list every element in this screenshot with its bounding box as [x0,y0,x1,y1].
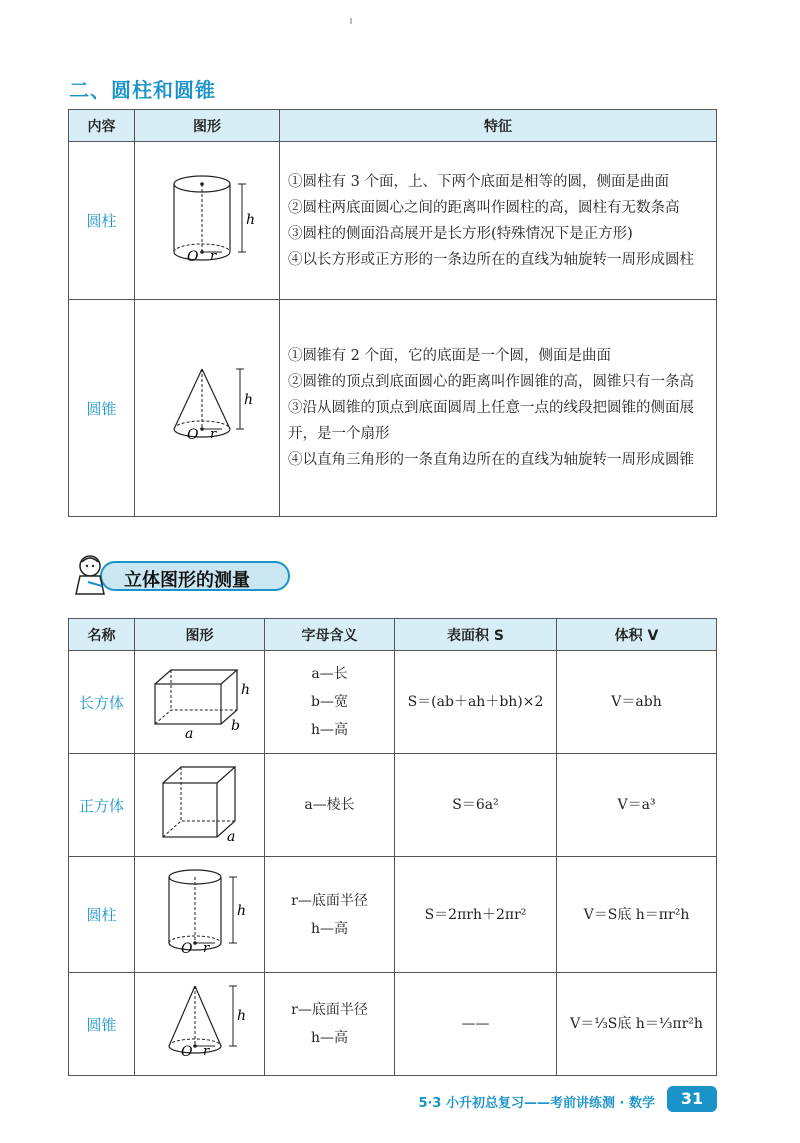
measurement-table [68,618,717,1076]
cylinder-figure [135,142,280,300]
cone-icon [152,361,262,451]
section-title: 二、圆柱和圆锥 [69,78,216,102]
row-name: 圆锥 [69,300,135,517]
header-volume: 体积 V [557,619,717,651]
letter-line: a—长 [311,666,348,682]
letter-line: b—宽 [311,694,348,710]
row-name: 长方体 [69,651,135,754]
badge-pill [100,561,290,591]
header-area: 表面积 S [395,619,557,651]
feature-line: ④以长方形或正方形的一条边所在的直线为轴旋转一周形成圆柱 [288,251,694,268]
feature-line: ②圆柱两底面圆心之间的距离叫作圆柱的高，圆柱有无数条高 [288,199,680,216]
cylinder-icon [152,164,262,274]
label-o: O [180,1044,192,1060]
label-o: O [187,427,199,443]
volume-cell: V＝abh [557,651,717,754]
table-row [69,651,717,754]
label-a: a [226,829,235,845]
letter-line: h—高 [310,1030,349,1046]
features-cell [280,300,717,517]
label-r: r [202,940,209,956]
cube-figure [135,754,265,857]
header-name: 名称 [69,619,135,651]
feature-line: ②圆锥的顶点到底面圆心的距离叫作圆锥的高，圆锥只有一条高 [288,374,694,390]
cuboid-figure [135,651,265,754]
table-header-row [69,619,717,651]
header-letters: 字母含义 [265,619,395,651]
letter-line: r—底面半径 [291,892,368,909]
row-name: 圆柱 [69,857,135,973]
page-footer [418,1086,725,1114]
cylinder-icon [145,863,255,963]
letter-line: r—底面半径 [291,1002,368,1018]
letters-cell [265,857,395,973]
row-name: 圆锥 [69,973,135,1076]
cube-icon [145,761,255,845]
table-row [69,973,717,1076]
table-row [69,857,717,973]
cone-figure [135,300,280,517]
page-mark [350,18,352,24]
label-h: h [246,211,256,228]
feature-line: ①圆柱有 3 个面，上、下两个底面是相等的圆，侧面是曲面 [288,173,669,190]
table-header-row [69,110,717,142]
area-cell: S＝(ab＋ah＋bh)×2 [395,651,557,754]
label-r: r [210,427,217,442]
feature-line: ③圆柱的侧面沿高展开是长方形(特殊情况下是正方形) [288,225,633,242]
feature-line: ③沿从圆锥的顶点到底面圆周上任意一点的线段把圆锥的侧面展开，是一个扇形 [288,400,694,442]
letter-line: h—高 [310,920,349,937]
cylinder-figure [135,857,265,973]
area-cell: S＝6a² [395,754,557,857]
row-name: 正方体 [69,754,135,857]
cone-figure [135,973,265,1076]
label-r: r [202,1044,209,1059]
table-row [69,142,717,300]
footer-text: 5·3 小升初总复习——考前讲练测 · 数学 [418,1096,655,1111]
label-b: b [230,718,240,734]
table-row [69,754,717,857]
letters-cell [265,754,395,857]
features-cell [280,142,717,300]
cylinder-cone-table [68,109,717,517]
volume-cell: V＝⅓S底 h＝⅓πr²h [557,973,717,1076]
header-figure: 图形 [135,619,265,651]
label-o: O [187,248,199,265]
feature-line: ④以直角三角形的一条直角边所在的直线为轴旋转一周形成圆锥 [288,452,694,468]
letter-line: h—高 [310,722,349,738]
badge-title: 立体图形的测量 [124,570,250,591]
table-row [69,300,717,517]
label-h: h [236,902,246,919]
area-cell: —— [395,973,557,1076]
label-h: h [240,682,250,698]
section-badge [68,552,288,598]
feature-line: ①圆锥有 2 个面，它的底面是一个圆，侧面是曲面 [288,348,611,364]
row-name: 圆柱 [69,142,135,300]
label-r: r [210,248,217,264]
volume-cell: V＝S底 h＝πr²h [557,857,717,973]
label-o: O [180,940,192,957]
label-h: h [244,392,254,408]
area-cell: S＝2πrh＋2πr² [395,857,557,973]
header-content: 内容 [69,110,135,142]
header-features: 特征 [280,110,717,142]
letter-line: a—棱长 [304,797,355,813]
cuboid-icon [145,660,255,740]
label-a: a [184,726,193,740]
cone-icon [145,980,255,1064]
page-number: 31 [667,1086,717,1112]
volume-cell: V＝a³ [557,754,717,857]
letters-cell [265,973,395,1076]
header-figure: 图形 [135,110,280,142]
label-h: h [236,1008,246,1024]
mascot-icon [68,552,112,598]
letters-cell [265,651,395,754]
